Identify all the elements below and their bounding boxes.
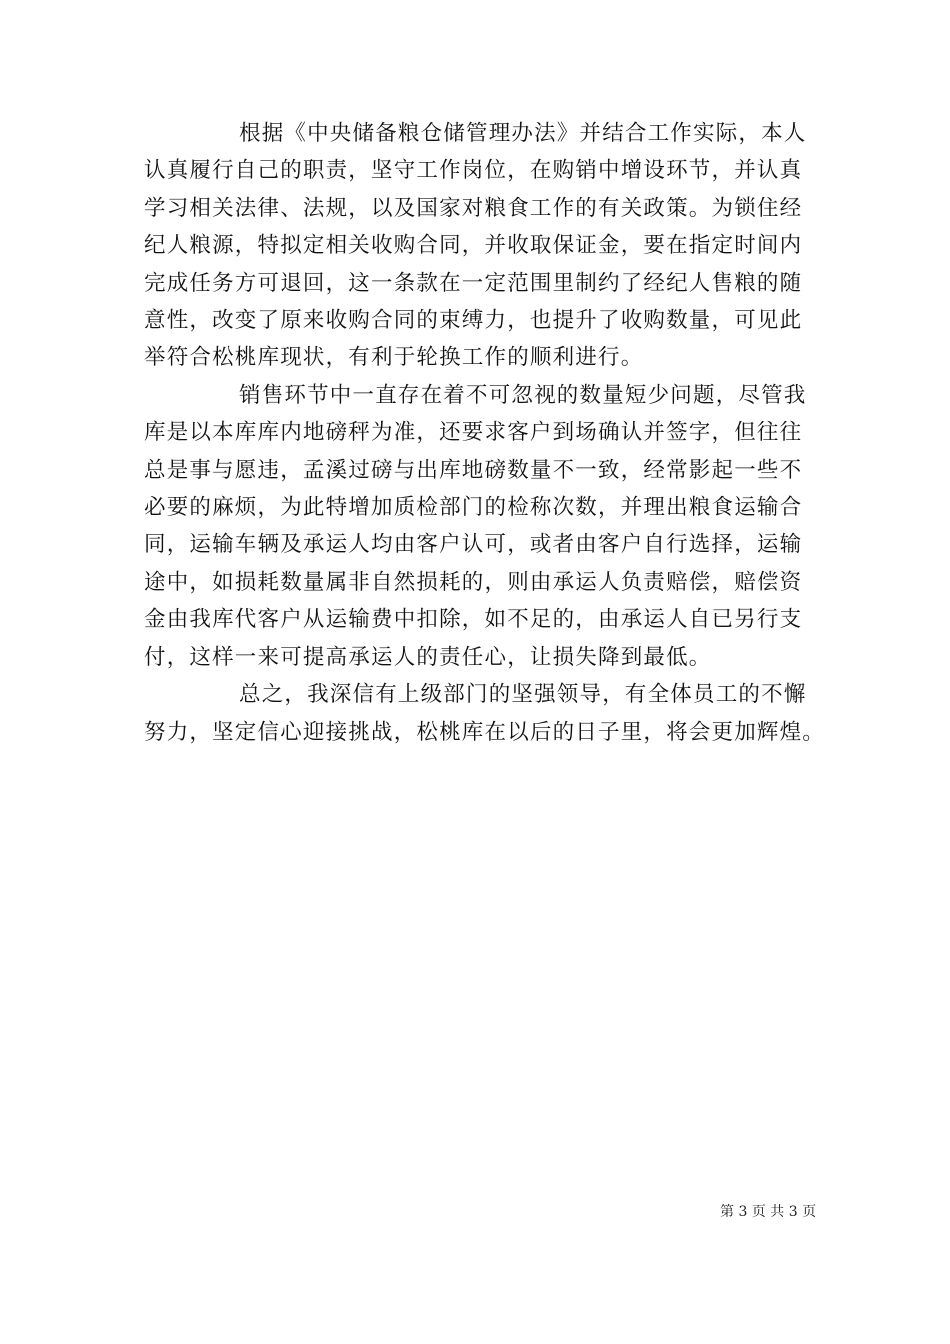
document-body	[144, 115, 826, 751]
text-line: 金由我库代客户从运输费中扣除，如不足的，由承运人自已另行支	[144, 607, 803, 633]
paragraph-3	[144, 676, 826, 751]
text-line: 付，这样一来可提高承运人的责任心，让损失降到最低。	[144, 644, 712, 670]
text-line: 销售环节中一直存在着不可忽视的数量短少问题，尽管我	[239, 382, 807, 408]
text-line: 举符合松桃库现状，有利于轮换工作的顺利进行。	[144, 345, 644, 371]
page-number-footer: 第 3 页 共 3 页	[720, 1204, 817, 1220]
text-line: 同，运输车辆及承运人均由客户认可，或者由客户自行选择，运输	[144, 532, 803, 558]
text-line: 学习相关法律、法规，以及国家对粮食工作的有关政策。为锁住经	[144, 195, 803, 221]
text-line: 库是以本库库内地磅秤为准，还要求客户到场确认并签字，但往往	[144, 420, 803, 446]
text-line: 认真履行自己的职责，坚守工作岗位，在购销中增设环节，并认真	[144, 158, 803, 184]
text-line: 意性，改变了原来收购合同的束缚力，也提升了收购数量，可见此	[144, 308, 803, 334]
paragraph-1	[144, 115, 811, 377]
text-line: 总之，我深信有上级部门的坚强领导，有全体员工的不懈	[239, 682, 807, 708]
text-line: 必要的麻烦，为此特增加质检部门的检称次数，并理出粮食运输合	[144, 495, 803, 521]
text-line: 根据《中央储备粮仓储管理办法》并结合工作实际，本人	[239, 121, 807, 146]
text-line: 完成任务方可退回，这一条款在一定范围里制约了经纪人售粮的随	[144, 270, 803, 296]
paragraph-2	[144, 377, 811, 676]
text-line: 努力，坚定信心迎接挑战，松桃库在以后的日子里，将会更加辉煌。	[144, 719, 826, 745]
text-line: 纪人粮源，特拟定相关收购合同，并收取保证金，要在指定时间内	[144, 233, 803, 259]
text-line: 总是事与愿违，孟溪过磅与出库地磅数量不一致，经常影起一些不	[144, 457, 803, 483]
text-line: 途中，如损耗数量属非自然损耗的，则由承运人负责赔偿，赔偿资	[144, 569, 803, 595]
